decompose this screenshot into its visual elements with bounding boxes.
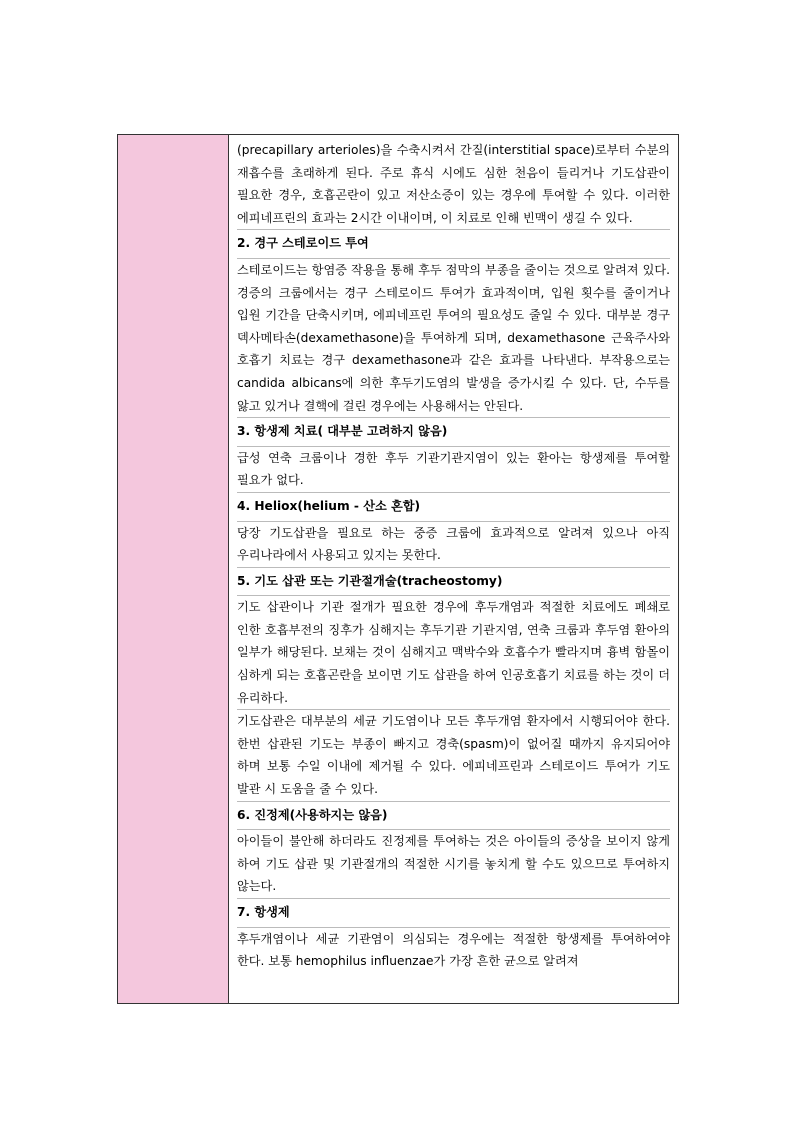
intubation-paragraph-2: 기도삽관은 대부분의 세균 기도염이나 모든 후두개염 환자에서 시행되어야 한다. 한번 삽관된 기도는 부종이 빠지고 경축(spasm)이 없어질 때까지 유지되어야 하며 보통 수일 이내에 제거될 수 있다. 에피네프린과 스테로이드 투여가 기도 발관 시 도움을 줄 수 있다.: [237, 714, 670, 797]
section-heading-oral-steroid: 2. 경구 스테로이드 투여: [237, 236, 369, 251]
divider: [237, 567, 670, 568]
divider: [237, 801, 670, 802]
section-heading-sedatives: 6. 진정제(사용하지는 않음): [237, 807, 388, 822]
divider: [237, 417, 670, 418]
section-heading-intubation: 5. 기도 삽관 또는 기관절개술(tracheostomy): [237, 573, 503, 588]
antibiotic-treatment-paragraph: 급성 연축 크룹이나 경한 후두 기관기관지염이 있는 환아는 항생제를 투여할 필요가 없다.: [237, 450, 670, 488]
heliox-paragraph: 당장 기도삽관을 필요로 하는 중증 크룹에 효과적으로 알려져 있으나 아직 우리나라에서 사용되고 있지는 못한다.: [237, 525, 670, 563]
section-heading-heliox: 4. Heliox(helium - 산소 혼합): [237, 498, 421, 513]
content-cell: [229, 135, 678, 1003]
section-heading-antibiotic-treatment: 3. 항생제 치료( 대부분 고려하지 않음): [237, 424, 448, 439]
antibiotics-paragraph: 후두개염이나 세균 기관염이 의심되는 경우에는 적절한 항생제를 투여하여야 한다. 보통 hemophilus influenzae가 가장 흔한 균으로 알려져: [237, 931, 670, 969]
divider: [237, 492, 670, 493]
intubation-paragraph-1: 기도 삽관이나 기관 절개가 필요한 경우에 후두개염과 적절한 치료에도 폐쇄로 인한 호흡부전의 징후가 심해지는 후두기관 기관지염, 연축 크룹과 후두염 환아의 일부가 해당된다. 보채는 것이 심해지고 맥박수와 호흡수가 빨라지며 흉벽 함몰이 심하게 되는 호흡곤란을 보이면 기도 삽관을 하여 인공호흡기 치료를 하는 것이 더 유리하다.: [237, 600, 670, 705]
divider: [237, 898, 670, 899]
sedatives-paragraph: 아이들이 불안해 하더라도 진정제를 투여하는 것은 아이들의 증상을 보이지 않게 하여 기도 삽관 및 기관절개의 적절한 시기를 놓치게 할 수도 있으므로 투여하지 않는다.: [237, 834, 670, 894]
divider: [237, 229, 670, 230]
side-label-cell: [118, 135, 229, 1003]
section-heading-antibiotics: 7. 항생제: [237, 905, 290, 919]
oral-steroid-paragraph: 스테로이드는 항염증 작용을 통해 후두 점막의 부종을 줄이는 것으로 알려져 있다. 경증의 크룹에서는 경구 스테로이드 투여가 효과적이며, 입원 횟수를 줄이거나 입원 기간을 단축시키며, 에피네프린 투여의 필요성도 줄일 수 있다. 대부분 경구 덱사메타손(dexamethasone)을 투여하게 되며, dexamethasone 근육주사와 호흡기 치료는 경구 dexamethasone과 같은 효과를 나타낸다. 부작용으로는 candida albicans에 의한 후두기도염의 발생을 증가시킬 수 있다. 단, 수두를 앓고 있거나 결핵에 걸린 경우에는 사용해서는 안된다.: [237, 262, 670, 413]
intro-paragraph: (precapillary arterioles)을 수축시켜서 간질(interstitial space)로부터 수분의 재흡수를 초래하게 된다. 주로 휴식 시에도 심한 천음이 들리거나 기도삽관이 필요한 경우, 호흡곤란이 있고 저산소증이 있는 경우에 투여할 수 있다. 이러한 에피네프린의 효과는 2시간 이내이며, 이 치료로 인해 빈맥이 생길 수 있다.: [237, 143, 670, 225]
content-table: [117, 134, 679, 1004]
